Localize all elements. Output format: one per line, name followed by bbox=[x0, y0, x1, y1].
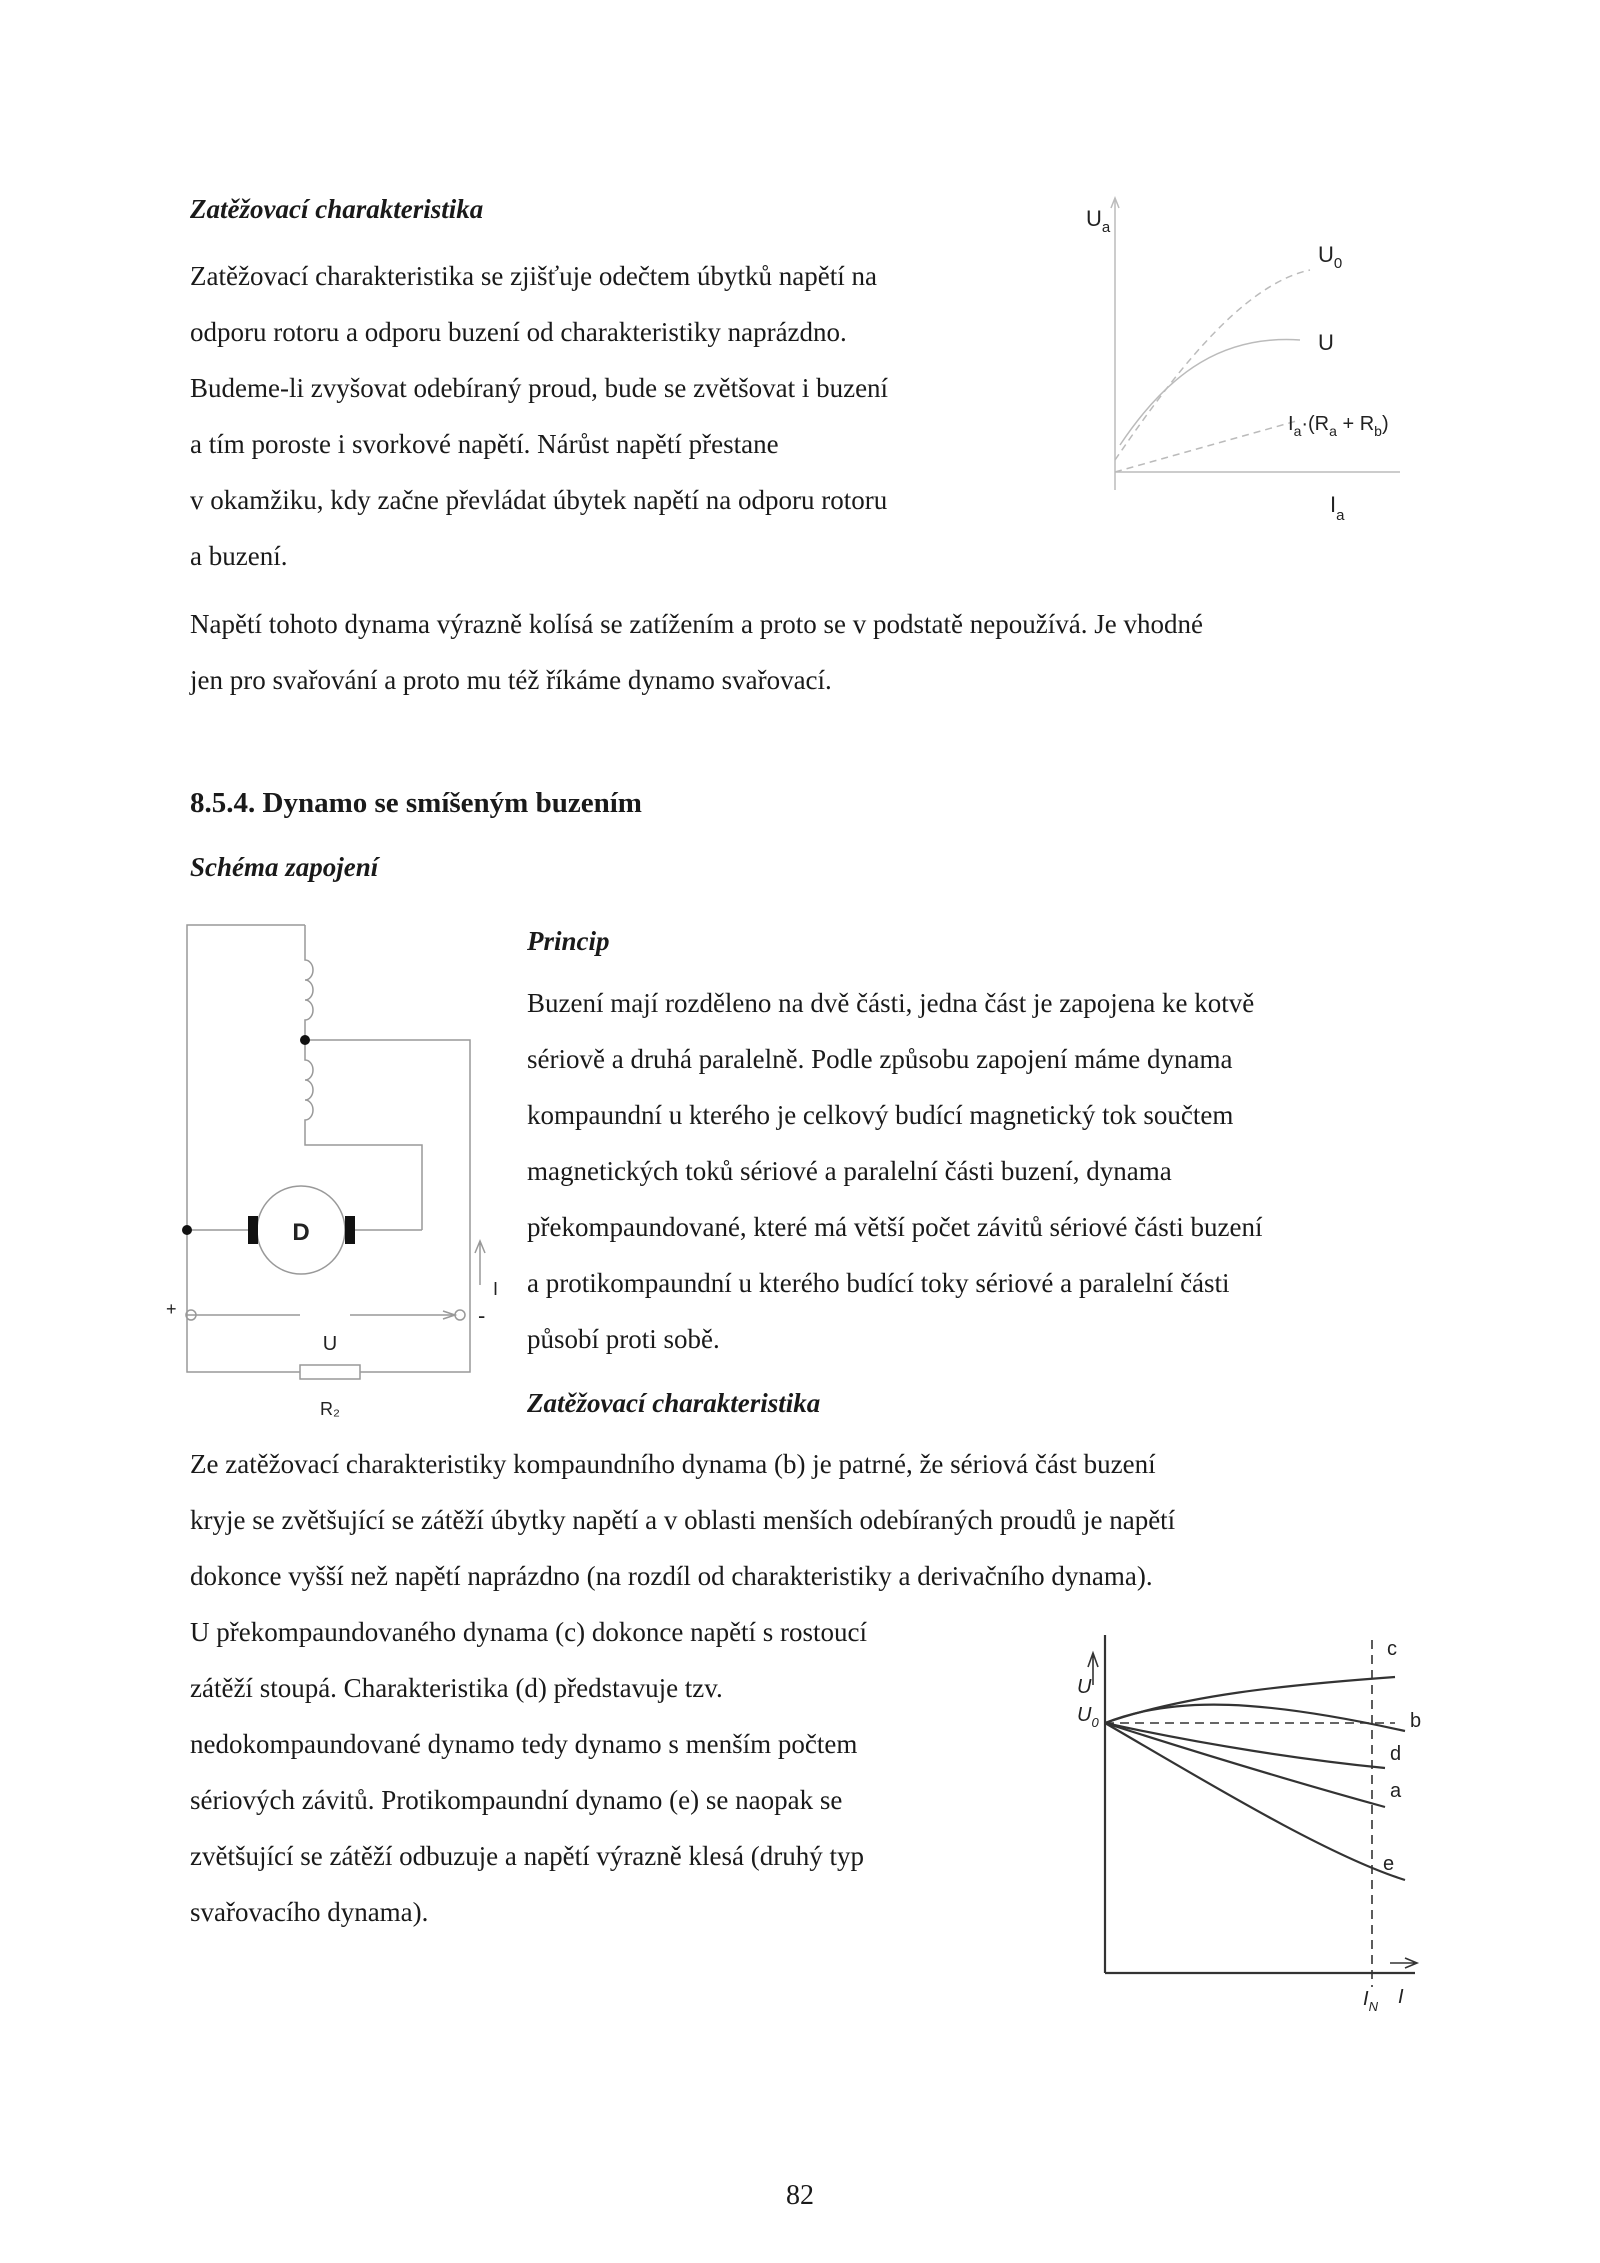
text-line: Napětí tohoto dynama výrazně kolísá se zatížením a proto se v podstatě nepoužívá. Je vhodné bbox=[190, 609, 1203, 639]
label-resistor: R₂ bbox=[320, 1399, 340, 1419]
curve-u bbox=[1120, 340, 1300, 445]
figure-load-characteristic bbox=[1060, 190, 1440, 540]
schematic-compound-dynamo bbox=[160, 915, 520, 1425]
paragraph-welding-dynamo bbox=[190, 596, 1203, 708]
curve-c bbox=[1105, 1677, 1395, 1723]
heading-schema: Schéma zapojení bbox=[190, 852, 379, 882]
wire-bottom-left bbox=[187, 1230, 300, 1315]
label-ia: $I_a$ bbox=[1330, 492, 1345, 524]
text-line: sériových závitů. Protikompaundní dynamo (e) se naopak se bbox=[190, 1785, 843, 1815]
label-current: I bbox=[493, 1279, 499, 1299]
text-line: překompaundované, které má větší počet závitů sériové části buzení bbox=[527, 1212, 1263, 1242]
label-e: e bbox=[1383, 1853, 1395, 1875]
label-c: c bbox=[1387, 1638, 1397, 1660]
label-voltage: U bbox=[322, 1333, 338, 1355]
text-line: jen pro svařování a proto mu též říkáme dynamo svařovací. bbox=[190, 665, 832, 695]
text-line: zvětšující se zátěží odbuzuje a napětí výrazně klesá (druhý typ bbox=[190, 1841, 864, 1871]
curve-u0 bbox=[1115, 270, 1310, 460]
text-line: dokonce vyšší než napětí naprázdno (na rozdíl od charakteristiky a derivačního dynama). bbox=[190, 1561, 1153, 1591]
curve-d bbox=[1105, 1723, 1385, 1768]
label-d: d bbox=[1390, 1743, 1402, 1765]
text-line: svařovacího dynama). bbox=[190, 1897, 429, 1927]
figure-compound-characteristics bbox=[1065, 1615, 1440, 2015]
brush-left bbox=[248, 1216, 258, 1244]
section-title-compound-dynamo: 8.5.4. Dynamo se smíšeným buzením bbox=[190, 787, 642, 819]
paragraph-load-char-2 bbox=[190, 1436, 1175, 1940]
junction-dot bbox=[300, 1035, 310, 1045]
text-line: U překompaundovaného dynama (c) dokonce napětí s rostoucí bbox=[190, 1617, 868, 1647]
label-ua: $U_a$ bbox=[1086, 206, 1111, 236]
text-line: kryje se zvětšující se zátěží úbytky napětí a v oblasti menších odebíraných proudů je napětí bbox=[190, 1505, 1176, 1535]
heading-princip: Princip bbox=[527, 926, 610, 956]
text-line: nedokompaundované dynamo tedy dynamo s menším počtem bbox=[190, 1729, 858, 1759]
coil-series bbox=[305, 925, 313, 1040]
text-line: zátěží stoupá. Charakteristika (d) představuje tzv. bbox=[190, 1673, 723, 1703]
label-in: $I_N$ bbox=[1363, 1988, 1378, 2014]
text-line: magnetických toků sériové a paralelní části buzení, dynama bbox=[527, 1156, 1172, 1186]
text-line: v okamžiku, kdy začne převládat úbytek napětí na odporu rotoru bbox=[190, 485, 888, 515]
text-line: kompaundní u kterého je celkový budící magnetický tok součtem bbox=[527, 1100, 1234, 1130]
curve-drop bbox=[1115, 420, 1300, 472]
text-line: Ze zatěžovací charakteristiky kompaundního dynama (b) je patrné, že sériová část buzení bbox=[190, 1449, 1156, 1479]
wire-right bbox=[305, 1040, 470, 1315]
paragraph-princip bbox=[527, 975, 1262, 1367]
curve-a bbox=[1105, 1723, 1385, 1807]
label-plus: + bbox=[166, 1299, 177, 1319]
text-line: Budeme-li zvyšovat odebíraný proud, bude se zvětšovat i buzení bbox=[190, 373, 889, 403]
text-line: působí proti sobě. bbox=[527, 1324, 720, 1354]
curve-e bbox=[1105, 1723, 1405, 1880]
brush-right bbox=[345, 1216, 355, 1244]
text-line: a buzení. bbox=[190, 541, 288, 571]
heading-load-char-2: Zatěžovací charakteristika bbox=[527, 1388, 821, 1418]
wire-left bbox=[187, 925, 305, 1230]
current-arrow bbox=[475, 1241, 485, 1285]
label-u0: $U_0$ bbox=[1318, 242, 1343, 272]
page-number: 82 bbox=[786, 2180, 814, 2211]
label-minus: - bbox=[478, 1303, 486, 1328]
paragraph-load-char-1 bbox=[190, 248, 888, 584]
label-dynamo: D bbox=[292, 1219, 310, 1246]
label-u: U bbox=[1318, 330, 1334, 355]
text-line: a tím poroste i svorkové napětí. Nárůst napětí přestane bbox=[190, 429, 779, 459]
text-line: Zatěžovací charakteristika se zjišťuje odečtem úbytků napětí na bbox=[190, 261, 877, 291]
label-u0: $U_0$ bbox=[1077, 1704, 1099, 1730]
text-line: Buzení mají rozděleno na dvě části, jedna část je zapojena ke kotvě bbox=[527, 988, 1255, 1018]
label-a: a bbox=[1390, 1780, 1402, 1802]
coil-parallel bbox=[305, 1040, 422, 1230]
label-u-axis: U bbox=[1077, 1676, 1092, 1698]
label-voltage-drop: $I_a\cdot(R_a + R_b)$ bbox=[1288, 413, 1389, 439]
text-line: a protikompaundní u kterého budící toky sériové a paralelní části bbox=[527, 1268, 1230, 1298]
i-axis-arrow bbox=[1390, 1958, 1417, 1968]
junction-dot-left bbox=[182, 1225, 192, 1235]
text-line: odporu rotoru a odporu buzení od charakteristiky naprázdno. bbox=[190, 317, 847, 347]
label-b: b bbox=[1410, 1710, 1422, 1732]
section-heading-load-char-1: Zatěžovací charakteristika bbox=[190, 194, 484, 224]
text-line: sériově a druhá paralelně. Podle způsobu zapojení máme dynama bbox=[527, 1044, 1233, 1074]
label-i-axis: I bbox=[1398, 1986, 1404, 2008]
resistor bbox=[300, 1365, 360, 1379]
